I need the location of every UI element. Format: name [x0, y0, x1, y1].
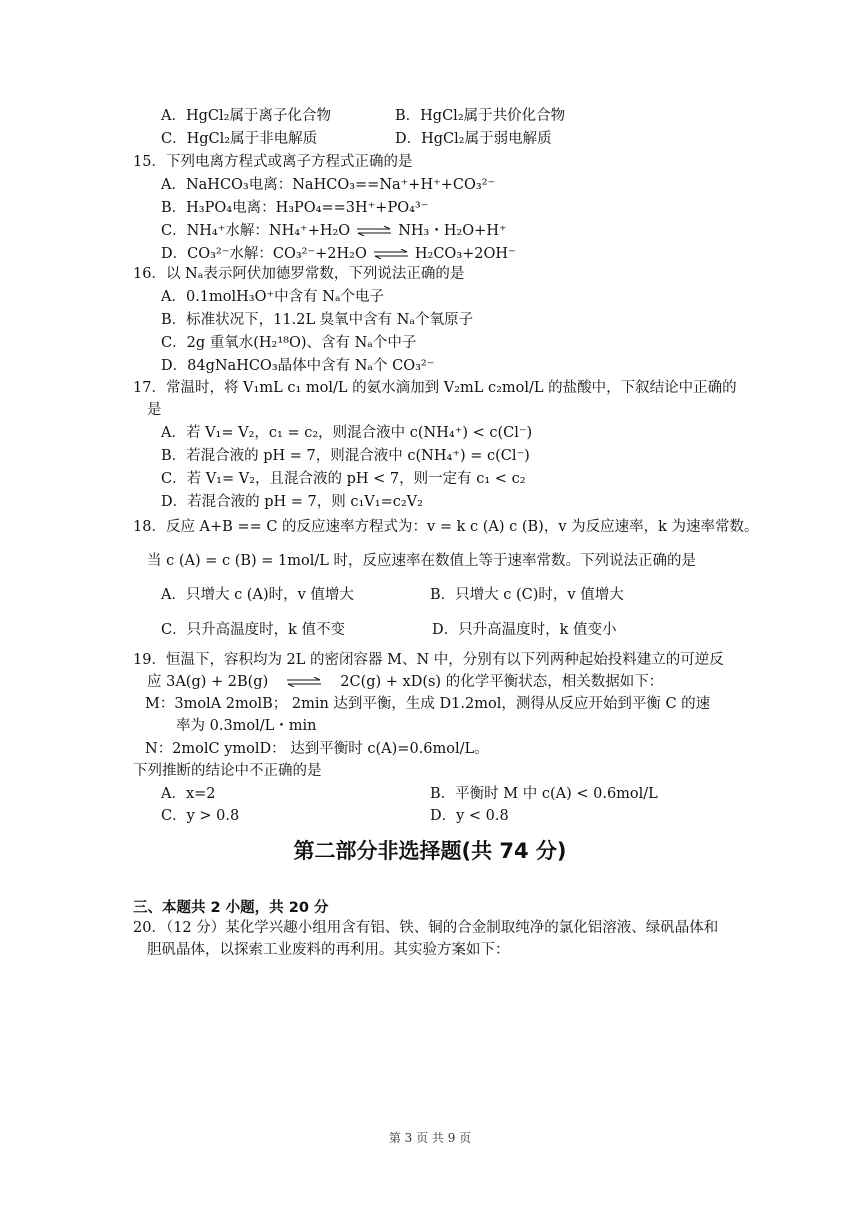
q17-stem-line1: 17．常温时，将 V₁mL c₁ mol/L 的氨水滴加到 V₂mL c₂mol/L 的盐酸中，下叙结论中正确的 [133, 380, 737, 396]
q15-option-a: A．NaHCO₃电离：NaHCO₃==Na⁺+H⁺+CO₃²⁻ [161, 177, 496, 193]
q19-reaction-right: 2C(g) + xD(s) 的化学平衡状态，相关数据如下： [340, 674, 664, 690]
q14-option-c: C．HgCl₂属于非电解质 [161, 131, 318, 147]
q19-option-a: A．x=2 [161, 786, 216, 802]
q17-option-c: C．若 V₁= V₂，且混合液的 pH < 7，则一定有 c₁ < c₂ [161, 471, 526, 487]
q16-option-b: B．标准状况下，11.2L 臭氧中含有 Nₐ个氧原子 [161, 312, 474, 328]
q18-stem-line2: 当 c (A) = c (B) = 1mol/L 时，反应速率在数值上等于速率常数。下列说法正确的是 [147, 553, 697, 569]
part2-title: 第二部分非选择题(共 74 分) [293, 839, 567, 863]
equilibrium-arrow-icon [356, 226, 392, 236]
q15-option-c-right: NH₃・H₂O+H⁺ [398, 223, 507, 239]
q19-reaction-left: 应 3A(g) + 2B(g) [147, 674, 269, 690]
q15-stem: 15．下列电离方程式或离子方程式正确的是 [133, 154, 413, 170]
q14-option-a: A．HgCl₂属于离子化合物 [161, 108, 331, 124]
q14-option-d: D．HgCl₂属于弱电解质 [395, 131, 552, 147]
q19-m-line2: 率为 0.3mol/L・min [176, 718, 317, 734]
q17-option-d: D．若混合液的 pH = 7，则 c₁V₁=c₂V₂ [161, 494, 423, 510]
q20-line2: 胆矾晶体，以探索工业废料的再利用。其实验方案如下： [147, 942, 510, 958]
q18-stem-line1: 18．反应 A+B == C 的反应速率方程式为：v = k c (A) c (B)，v 为反应速率，k 为速率常数。 [133, 519, 759, 535]
page-footer: 第 3 页 共 9 页 [388, 1131, 472, 1145]
q16-stem: 16．以 Nₐ表示阿伏加德罗常数，下列说法正确的是 [133, 266, 465, 282]
q19-n-line: N：2molC ymolD： 达到平衡时 c(A)=0.6mol/L。 [145, 741, 489, 757]
q15-option-b: B．H₃PO₄电离：H₃PO₄==3H⁺+PO₄³⁻ [161, 200, 429, 216]
q15-option-d-right: H₂CO₃+2OH⁻ [414, 246, 516, 262]
equilibrium-arrow-icon [286, 677, 322, 687]
q19-m-line1: M：3molA 2molB； 2min 达到平衡，生成 D1.2mol，测得从反应开始到平衡 C 的速 [145, 696, 711, 712]
q15-option-d-left: D．CO₃²⁻水解：CO₃²⁻+2H₂O [161, 246, 367, 262]
q15-option-c-left: C．NH₄⁺水解：NH₄⁺+H₂O [161, 223, 351, 239]
q15-option-c [161, 221, 507, 241]
q17-option-b: B．若混合液的 pH = 7，则混合液中 c(NH₄⁺) = c(Cl⁻) [161, 448, 530, 464]
q18-option-c: C．只升高温度时，k 值不变 [161, 622, 345, 638]
q19-ask: 下列推断的结论中不正确的是 [133, 763, 322, 779]
equilibrium-arrow-icon [373, 249, 409, 259]
q19-option-d: D．y < 0.8 [430, 808, 509, 824]
q16-option-a: A．0.1molH₃O⁺中含有 Nₐ个电子 [161, 289, 385, 305]
q17-stem-line2: 是 [147, 402, 162, 418]
q17-option-a: A．若 V₁= V₂，c₁ = c₂，则混合液中 c(NH₄⁺) < c(Cl⁻) [161, 425, 533, 441]
q18-option-d: D．只升高温度时，k 值变小 [432, 622, 617, 638]
q19-option-b: B．平衡时 M 中 c(A) < 0.6mol/L [430, 786, 658, 802]
q19-stem-line2 [147, 672, 663, 692]
q19-stem-line1: 19．恒温下，容积均为 2L 的密闭容器 M、N 中，分别有以下列两种起始投料建立的可逆反 [133, 652, 724, 668]
q18-option-a: A．只增大 c (A)时，v 值增大 [161, 587, 354, 603]
q20-line1: 20．（12 分）某化学兴趣小组用含有铝、铁、铜的合金制取纯净的氯化铝溶液、绿矾晶体和 [133, 920, 719, 936]
q16-option-c: C．2g 重氧水(H₂¹⁸O)、含有 Nₐ个中子 [161, 335, 417, 351]
q16-option-d: D．84gNaHCO₃晶体中含有 Nₐ个 CO₃²⁻ [161, 358, 435, 374]
q19-option-c: C．y > 0.8 [161, 808, 240, 824]
q15-option-d [161, 244, 516, 264]
section-heading: 三、本题共 2 小题，共 20 分 [133, 900, 329, 916]
q18-option-b: B．只增大 c (C)时，v 值增大 [430, 587, 624, 603]
q14-option-b: B．HgCl₂属于共价化合物 [395, 108, 566, 124]
